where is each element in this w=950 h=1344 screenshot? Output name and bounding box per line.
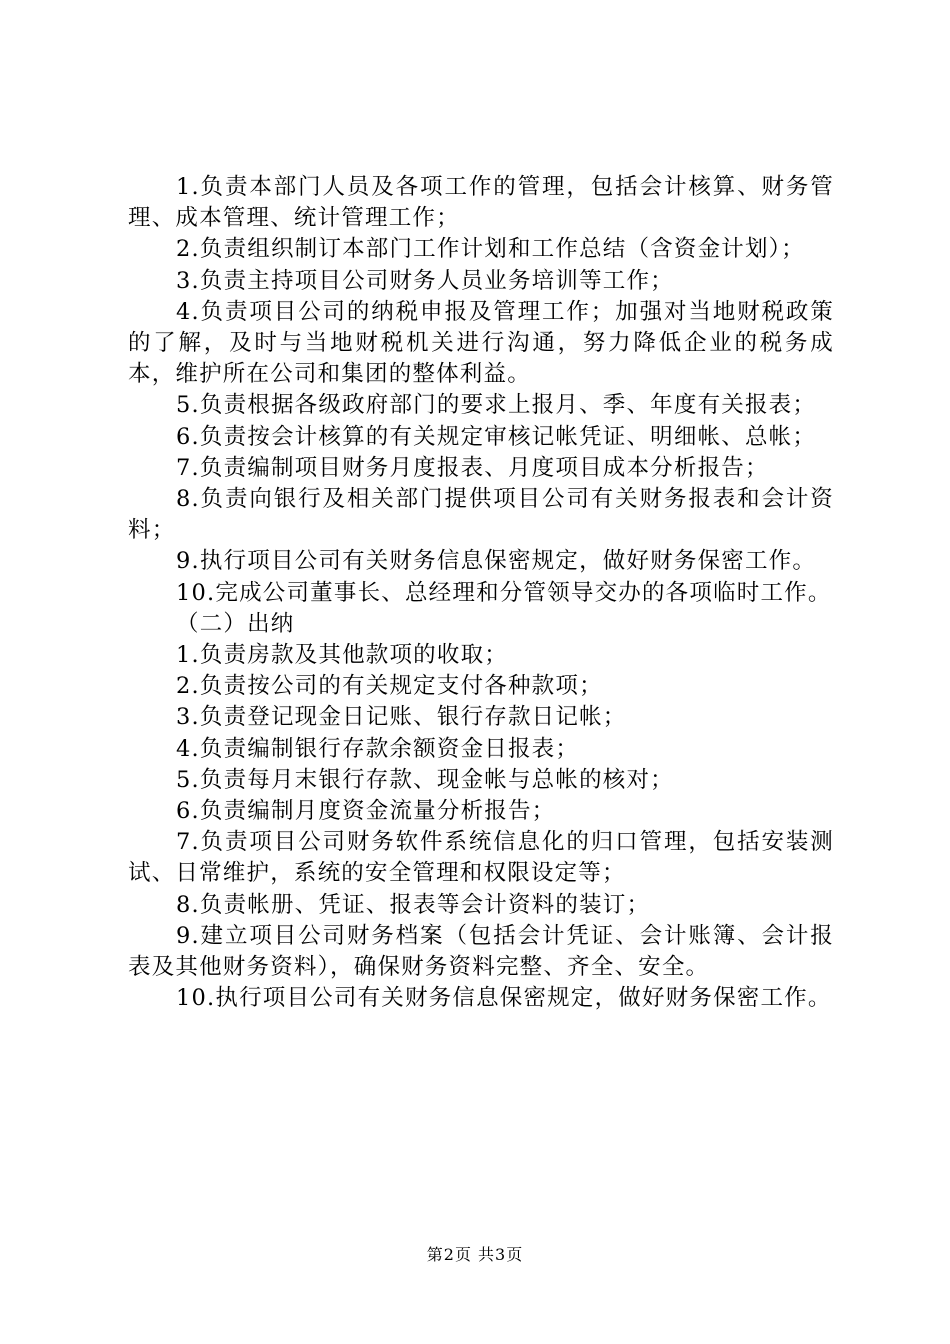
- paragraph: 9.执行项目公司有关财务信息保密规定，做好财务保密工作。: [176, 548, 817, 575]
- paragraph: 6.负责按会计核算的有关规定审核记帐凭证、明细帐、总帐；: [176, 423, 817, 450]
- paragraph: 5.负责每月末银行存款、现金帐与总帐的核对；: [176, 766, 674, 793]
- page-number-footer: 第2页 共3页: [426, 1245, 524, 1264]
- paragraph: 4.负责项目公司的纳税申报及管理工作；加强对当地财税政策的了解，及时与当地财税机关进行沟通，努力降低企业的税务成本，维护所在公司和集团的整体利益。: [128, 298, 834, 388]
- paragraph: 6.负责编制月度资金流量分析报告；: [176, 798, 556, 825]
- paragraph: 8.负责向银行及相关部门提供项目公司有关财务报表和会计资料；: [128, 486, 834, 544]
- paragraph: 5.负责根据各级政府部门的要求上报月、季、年度有关报表；: [176, 392, 817, 419]
- paragraph: 7.负责编制项目财务月度报表、月度项目成本分析报告；: [176, 454, 769, 481]
- paragraph: 2.负责按公司的有关规定支付各种款项；: [176, 673, 603, 700]
- paragraph: 3.负责登记现金日记账、银行存款日记帐；: [176, 704, 627, 731]
- paragraph: 1.负责房款及其他款项的收取；: [176, 642, 508, 669]
- paragraph: 10.执行项目公司有关财务信息保密规定，做好财务保密工作。: [176, 985, 832, 1012]
- section-heading: （二）出纳: [176, 610, 295, 637]
- paragraph: 8.负责帐册、凭证、报表等会计资料的装订；: [176, 891, 651, 918]
- paragraph: 1.负责本部门人员及各项工作的管理，包括会计核算、财务管理、成本管理、统计管理工作；: [128, 174, 834, 232]
- paragraph: 10.完成公司董事长、总经理和分管领导交办的各项临时工作。: [176, 579, 832, 606]
- paragraph: 7.负责项目公司财务软件系统信息化的归口管理，包括安装测试、日常维护，系统的安全管理和权限设定等；: [128, 829, 834, 887]
- paragraph: 2.负责组织制订本部门工作计划和工作总结（含资金计划）；: [176, 236, 805, 263]
- document-body: [128, 172, 834, 1014]
- paragraph: 3.负责主持项目公司财务人员业务培训等工作；: [176, 267, 674, 294]
- paragraph: 9.建立项目公司财务档案（包括会计凭证、会计账簿、会计报表及其他财务资料），确保财务资料完整、齐全、安全。: [128, 922, 834, 981]
- paragraph: 4.负责编制银行存款余额资金日报表；: [176, 735, 580, 762]
